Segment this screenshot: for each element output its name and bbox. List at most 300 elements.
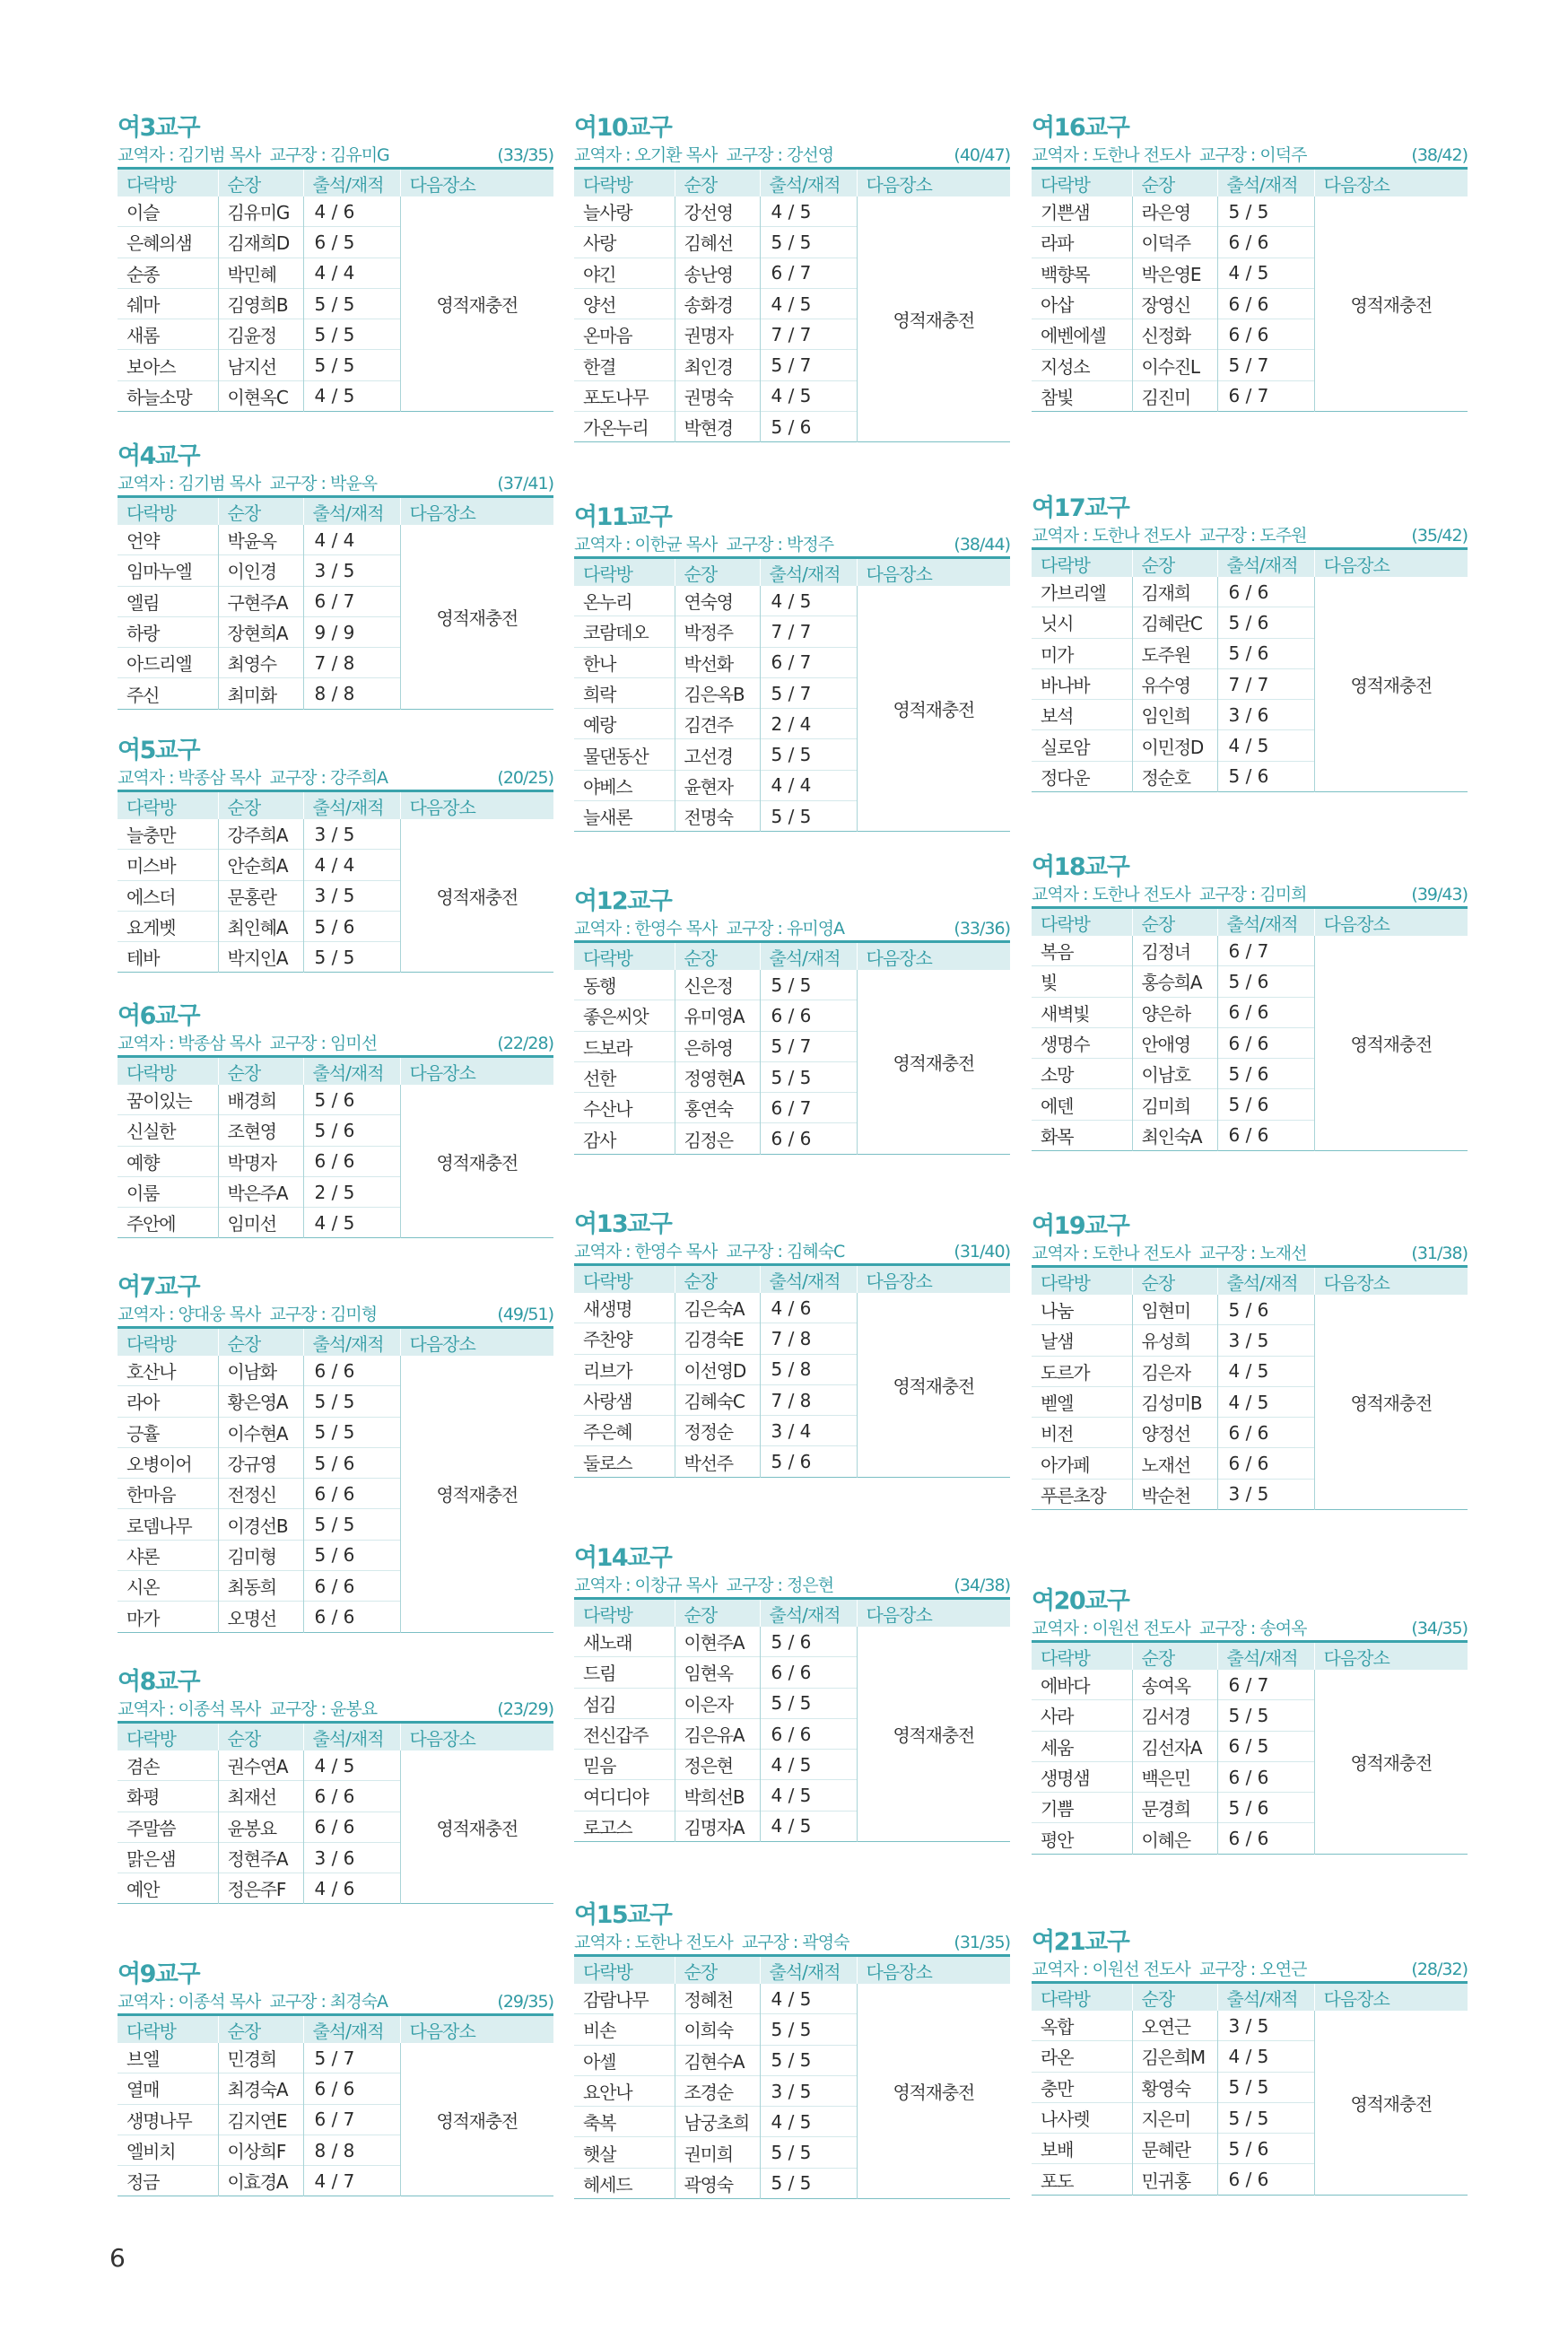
leader-name: 안애영 xyxy=(1132,1027,1217,1058)
spacer xyxy=(1190,1244,1199,1263)
attendance-value: 6 / 6 xyxy=(303,2073,400,2104)
minister-label: 교역자 : 김기범 목사 xyxy=(118,145,261,165)
attendance-value: 6 / 7 xyxy=(760,647,857,677)
table-row xyxy=(574,1984,1010,2014)
cell-name: 코람데오 xyxy=(574,616,675,647)
next-place: 영적재충전 xyxy=(400,525,553,709)
leader-name: 김미형 xyxy=(218,1540,303,1570)
spacer xyxy=(717,535,726,554)
header-place: 다음장소 xyxy=(857,1265,1010,1294)
leader-name: 박순천 xyxy=(1132,1479,1217,1509)
attendance-value: 5 / 6 xyxy=(303,1540,400,1570)
district-staff xyxy=(1032,1617,1468,1640)
attendance-ratio: (35/42) xyxy=(1411,526,1468,546)
attendance-value: 4 / 5 xyxy=(760,196,857,227)
cell-name: 아드리엘 xyxy=(118,648,218,678)
cell-name: 에스더 xyxy=(118,880,218,911)
table-row xyxy=(118,196,553,227)
attendance-ratio: (49/51) xyxy=(497,1305,553,1324)
district-title: 여17교구 xyxy=(1032,494,1129,522)
header-place: 다음장소 xyxy=(1314,1983,1468,2012)
table-header-row xyxy=(574,1265,1010,1294)
header-cell: 다락방 xyxy=(118,497,218,526)
cell-name: 충만 xyxy=(1032,2072,1132,2102)
attendance-value: 7 / 8 xyxy=(760,1323,857,1354)
attendance-value: 5 / 5 xyxy=(1217,196,1314,227)
district-staff xyxy=(118,472,553,495)
spacer xyxy=(1190,145,1199,165)
leader-name: 김영희B xyxy=(218,288,303,319)
attendance-value: 4 / 5 xyxy=(1217,1356,1314,1386)
table-header-row xyxy=(118,1723,553,1751)
leader-name: 김현수A xyxy=(675,2045,760,2075)
leader-name: 이은자 xyxy=(675,1688,760,1718)
leader-name: 이현주A xyxy=(675,1627,760,1657)
header-attendance: 출석/재적 xyxy=(760,169,857,197)
spacer xyxy=(733,1933,742,1952)
cell-table xyxy=(1032,167,1468,412)
header-leader: 순장 xyxy=(218,2015,303,2044)
attendance-value: 6 / 7 xyxy=(303,586,400,616)
cell-name: 빛 xyxy=(1032,966,1132,997)
table-row xyxy=(1032,1295,1468,1325)
chief-label: 교구장 : 최경숙A xyxy=(269,1992,388,2012)
cell-name: 정다운 xyxy=(1032,761,1132,791)
cell-name: 좋은씨앗 xyxy=(574,1000,675,1031)
district-block xyxy=(1032,1588,1468,1855)
header-attendance: 출석/재적 xyxy=(760,1956,857,1985)
attendance-value: 5 / 6 xyxy=(303,1085,400,1115)
leader-name: 권미희 xyxy=(675,2137,760,2168)
cell-name: 화평 xyxy=(118,1781,218,1812)
leader-name: 김진미 xyxy=(1132,380,1217,411)
district-block xyxy=(574,1902,1010,2199)
leader-name: 송여옥 xyxy=(1132,1670,1217,1700)
attendance-ratio: (33/35) xyxy=(497,145,553,165)
leader-name: 송난영 xyxy=(675,258,760,288)
attendance-value: 5 / 6 xyxy=(1217,607,1314,638)
attendance-ratio: (33/36) xyxy=(954,919,1010,939)
table-header-row xyxy=(118,2015,553,2044)
cell-name: 쉐마 xyxy=(118,288,218,319)
next-place: 영적재충전 xyxy=(857,196,1010,442)
table-header-row xyxy=(118,1057,553,1086)
leader-name: 최동희 xyxy=(218,1571,303,1602)
attendance-value: 4 / 5 xyxy=(1217,2041,1314,2072)
header-cell: 다락방 xyxy=(118,1328,218,1357)
minister-label: 교역자 : 이창규 목사 xyxy=(574,1576,718,1595)
leader-name: 정영현A xyxy=(675,1061,760,1092)
cell-name: 꿈이있는 xyxy=(126,1090,192,1113)
next-place: 영적재충전 xyxy=(857,970,1010,1154)
chief-label: 교구장 : 송여옥 xyxy=(1198,1619,1307,1638)
district-title: 여21교구 xyxy=(1032,1928,1129,1956)
attendance-value: 5 / 7 xyxy=(760,677,857,708)
leader-name: 이현옥C xyxy=(218,380,303,411)
attendance-value: 6 / 6 xyxy=(1217,1761,1314,1792)
attendance-ratio: (38/44) xyxy=(954,535,1010,554)
cell-name: 화목 xyxy=(1032,1120,1132,1150)
leader-name: 박명자 xyxy=(218,1146,303,1176)
attendance-value: 9 / 9 xyxy=(303,616,400,647)
cell-name: 선한 xyxy=(574,1061,675,1092)
attendance-value: 8 / 8 xyxy=(303,2135,400,2165)
minister-label: 교역자 : 도한나 전도사 xyxy=(1032,526,1190,546)
attendance-value: 4 / 5 xyxy=(303,1208,400,1238)
cell-name: 닛시 xyxy=(1032,607,1132,638)
header-place: 다음장소 xyxy=(400,1328,553,1357)
leader-name: 홍연숙 xyxy=(675,1093,760,1123)
cell-table xyxy=(1032,1265,1468,1510)
leader-name: 최영수 xyxy=(218,648,303,678)
cell-name: 드보라 xyxy=(574,1031,675,1061)
attendance-value: 6 / 7 xyxy=(303,2104,400,2135)
attendance-value: 3 / 5 xyxy=(760,2075,857,2106)
cell-name: 주신 xyxy=(118,678,218,709)
header-attendance: 출석/재적 xyxy=(303,2015,400,2044)
district-staff xyxy=(1032,1958,1468,1981)
attendance-value: 5 / 6 xyxy=(303,1115,400,1146)
attendance-value: 7 / 8 xyxy=(760,1384,857,1415)
attendance-value: 4 / 5 xyxy=(760,1750,857,1780)
cell-name: 한결 xyxy=(574,350,675,380)
leader-name: 강규영 xyxy=(218,1447,303,1478)
cell-name: 생명샘 xyxy=(1032,1761,1132,1792)
district-title: 여6교구 xyxy=(118,1002,200,1030)
header-place: 다음장소 xyxy=(400,2015,553,2044)
leader-name: 이수진L xyxy=(1132,350,1217,380)
cell-name: 늘사랑 xyxy=(583,202,632,224)
minister-label: 교역자 : 도한나 전도사 xyxy=(574,1933,733,1952)
cell-name: 주말씀 xyxy=(118,1812,218,1842)
district-title: 여4교구 xyxy=(118,442,200,470)
next-place: 영적재충전 xyxy=(1314,936,1468,1151)
next-place: 영적재충전 xyxy=(857,1984,1010,2199)
district-block xyxy=(118,1003,553,1238)
header-place: 다음장소 xyxy=(1314,549,1468,578)
district-title: 여15교구 xyxy=(574,1901,672,1929)
attendance-value: 4 / 7 xyxy=(303,2166,400,2196)
leader-name: 민경희 xyxy=(218,2043,303,2073)
cell-name: 세움 xyxy=(1032,1731,1132,1761)
leader-name: 최인숙A xyxy=(1132,1120,1217,1150)
header-place: 다음장소 xyxy=(857,169,1010,197)
minister-label: 교역자 : 이한균 목사 xyxy=(574,535,718,554)
attendance-value: 6 / 6 xyxy=(1217,319,1314,350)
attendance-value: 8 / 8 xyxy=(303,678,400,709)
district-block xyxy=(1032,115,1468,412)
cell-name: 늘새론 xyxy=(574,801,675,832)
attendance-value: 5 / 5 xyxy=(303,1509,400,1540)
cell-name: 정금 xyxy=(118,2166,218,2196)
attendance-value: 4 / 4 xyxy=(760,770,857,800)
spacer xyxy=(260,1305,269,1324)
cell-table xyxy=(1032,1981,1468,2196)
header-place: 다음장소 xyxy=(1314,1642,1468,1671)
district-title: 여8교구 xyxy=(118,1668,200,1696)
cell-name: 새생명 xyxy=(583,1298,632,1321)
attendance-value: 5 / 7 xyxy=(303,2043,400,2073)
header-place: 다음장소 xyxy=(857,1599,1010,1628)
leader-name: 김지연E xyxy=(218,2104,303,2135)
cell-name: 미스바 xyxy=(118,850,218,880)
leader-name: 백은민 xyxy=(1132,1761,1217,1792)
district-staff xyxy=(118,1303,553,1326)
cell-table xyxy=(574,167,1010,442)
cell-name: 생명나무 xyxy=(118,2104,218,2135)
leader-name: 권명자 xyxy=(675,319,760,350)
cell-name: 평안 xyxy=(1032,1823,1132,1854)
cell-name: 테바 xyxy=(118,942,218,973)
header-place: 다음장소 xyxy=(1314,1267,1468,1296)
header-cell: 다락방 xyxy=(118,1057,218,1086)
table-header-row xyxy=(1032,1267,1468,1296)
table-header-row xyxy=(1032,908,1468,937)
leader-name: 박윤옥 xyxy=(218,525,303,555)
header-place: 다음장소 xyxy=(1314,169,1468,197)
cell-name: 예랑 xyxy=(574,709,675,739)
header-place: 다음장소 xyxy=(857,942,1010,971)
table-header-row xyxy=(574,942,1010,971)
attendance-value: 6 / 6 xyxy=(1217,1027,1314,1058)
attendance-value: 6 / 6 xyxy=(1217,288,1314,319)
table-row xyxy=(1032,196,1468,227)
attendance-ratio: (38/42) xyxy=(1411,145,1468,165)
header-cell: 다락방 xyxy=(574,1956,675,1985)
attendance-value: 6 / 6 xyxy=(1217,1418,1314,1448)
attendance-value: 6 / 7 xyxy=(760,258,857,288)
cell-name: 온누리 xyxy=(583,591,632,614)
table-row xyxy=(118,525,553,555)
district-block xyxy=(1032,1929,1468,2196)
leader-name: 황영숙 xyxy=(1132,2072,1217,2102)
district-block xyxy=(574,115,1010,442)
cell-name: 신실한 xyxy=(118,1115,218,1146)
table-header-row xyxy=(118,169,553,197)
next-place: 영적재충전 xyxy=(1314,577,1468,792)
leader-name: 이혜은 xyxy=(1132,1823,1217,1854)
cell-name: 에벤에셀 xyxy=(1032,319,1132,350)
header-leader: 순장 xyxy=(675,558,760,587)
cell-name: 새롬 xyxy=(118,319,218,350)
chief-label: 교구장 : 박정주 xyxy=(726,535,834,554)
attendance-value: 4 / 5 xyxy=(760,586,857,616)
table-row xyxy=(574,196,1010,227)
district-staff xyxy=(118,144,553,167)
cell-name: 양선 xyxy=(574,288,675,319)
header-attendance: 출석/재적 xyxy=(303,169,400,197)
leader-name: 김재희 xyxy=(1132,577,1217,607)
cell-name: 아삽 xyxy=(1032,288,1132,319)
header-leader: 순장 xyxy=(218,169,303,197)
chief-label: 교구장 : 유미영A xyxy=(726,919,845,939)
cell-name: 포도나무 xyxy=(574,380,675,411)
cell-table xyxy=(574,1597,1010,1842)
cell-name: 보아스 xyxy=(118,350,218,380)
leader-name: 김미희 xyxy=(1132,1089,1217,1120)
leader-name: 김선자A xyxy=(1132,1731,1217,1761)
leader-name: 김혜선 xyxy=(675,227,760,258)
cell-name: 나눔 xyxy=(1041,1300,1074,1323)
leader-name: 장영신 xyxy=(1132,288,1217,319)
table-row xyxy=(574,970,1010,1000)
attendance-value: 4 / 5 xyxy=(303,1750,400,1781)
cell-name: 감사 xyxy=(574,1123,675,1154)
attendance-value: 6 / 7 xyxy=(1217,1670,1314,1700)
leader-name: 이상희F xyxy=(218,2135,303,2165)
attendance-value: 6 / 6 xyxy=(1217,997,1314,1027)
minister-label: 교역자 : 양대웅 목사 xyxy=(118,1305,261,1324)
attendance-value: 2 / 4 xyxy=(760,709,857,739)
leader-name: 김견주 xyxy=(675,709,760,739)
cell-name: 드림 xyxy=(574,1657,675,1688)
leader-name: 남지선 xyxy=(218,350,303,380)
district-staff xyxy=(118,1032,553,1055)
cell-name: 가브리엘 xyxy=(1041,582,1106,605)
attendance-value: 4 / 5 xyxy=(1217,1386,1314,1417)
attendance-value: 5 / 6 xyxy=(303,1447,400,1478)
leader-name: 권명숙 xyxy=(675,380,760,411)
header-attendance: 출석/재적 xyxy=(303,791,400,820)
attendance-value: 5 / 5 xyxy=(1217,1700,1314,1731)
attendance-value: 5 / 5 xyxy=(760,1061,857,1092)
header-attendance: 출석/재적 xyxy=(1217,1642,1314,1671)
cell-name: 오병이어 xyxy=(118,1447,218,1478)
header-leader: 순장 xyxy=(218,791,303,820)
cell-name: 도르가 xyxy=(1032,1356,1132,1386)
cell-name: 나사렛 xyxy=(1032,2102,1132,2133)
cell-name: 맑은샘 xyxy=(118,1842,218,1873)
cell-table xyxy=(1032,547,1468,792)
header-place: 다음장소 xyxy=(400,497,553,526)
cell-name: 희락 xyxy=(574,677,675,708)
leader-name: 지은미 xyxy=(1132,2102,1217,2133)
leader-name: 김은유A xyxy=(675,1718,760,1749)
cell-name: 한나 xyxy=(574,647,675,677)
cell-name: 비전 xyxy=(1032,1418,1132,1448)
cell-name: 수산나 xyxy=(574,1093,675,1123)
minister-label: 교역자 : 이종석 목사 xyxy=(118,1699,261,1719)
cell-name: 엘비치 xyxy=(118,2135,218,2165)
leader-name: 김정은 xyxy=(675,1123,760,1154)
chief-label: 교구장 : 박윤옥 xyxy=(269,474,378,493)
leader-name: 라은영 xyxy=(1132,196,1217,227)
cell-name: 기쁜샘 xyxy=(1041,202,1090,224)
cell-name: 생명수 xyxy=(1032,1027,1132,1058)
attendance-ratio: (34/35) xyxy=(1411,1619,1468,1638)
cell-name: 햇살 xyxy=(574,2137,675,2168)
cell-name: 아가페 xyxy=(1032,1448,1132,1479)
minister-label: 교역자 : 이원선 전도사 xyxy=(1032,1619,1190,1638)
header-place: 다음장소 xyxy=(400,1057,553,1086)
cell-name: 로뎀나무 xyxy=(118,1509,218,1540)
attendance-value: 6 / 5 xyxy=(303,227,400,258)
header-leader: 순장 xyxy=(675,169,760,197)
leader-name: 김혜숙C xyxy=(675,1384,760,1415)
header-cell: 다락방 xyxy=(1032,169,1132,197)
cell-name: 지성소 xyxy=(1032,350,1132,380)
leader-name: 이효경A xyxy=(218,2166,303,2196)
header-attendance: 출석/재적 xyxy=(760,942,857,971)
leader-name: 박희선B xyxy=(675,1780,760,1811)
attendance-ratio: (22/28) xyxy=(497,1034,553,1053)
attendance-value: 6 / 6 xyxy=(1217,2164,1314,2195)
leader-name: 김은희M xyxy=(1132,2041,1217,2072)
cell-table xyxy=(574,556,1010,832)
leader-name: 곽영숙 xyxy=(675,2168,760,2198)
attendance-value: 6 / 6 xyxy=(1217,1448,1314,1479)
district-title: 여5교구 xyxy=(118,737,200,764)
attendance-value: 6 / 7 xyxy=(1217,380,1314,411)
district-staff xyxy=(118,766,553,790)
attendance-value: 5 / 6 xyxy=(1217,1059,1314,1089)
attendance-value: 4 / 5 xyxy=(760,2107,857,2137)
table-header-row xyxy=(118,791,553,820)
cell-name: 포도 xyxy=(1032,2164,1132,2195)
attendance-value: 5 / 6 xyxy=(1217,761,1314,791)
spacer xyxy=(717,145,726,165)
attendance-ratio: (37/41) xyxy=(497,474,553,493)
attendance-value: 4 / 5 xyxy=(760,380,857,411)
header-place: 다음장소 xyxy=(400,1723,553,1751)
leader-name: 정혜천 xyxy=(675,1984,760,2014)
district-block xyxy=(574,1211,1010,1478)
cell-name: 미가 xyxy=(1032,638,1132,668)
leader-name: 정현주A xyxy=(218,1842,303,1873)
spacer xyxy=(260,768,269,788)
leader-name: 김성미B xyxy=(1132,1386,1217,1417)
leader-name: 신정화 xyxy=(1132,319,1217,350)
attendance-value: 7 / 7 xyxy=(760,616,857,647)
spacer xyxy=(260,145,269,165)
leader-name: 정은주F xyxy=(218,1873,303,1904)
leader-name: 연숙영 xyxy=(675,586,760,616)
header-cell: 다락방 xyxy=(118,1723,218,1751)
leader-name: 황은영A xyxy=(218,1386,303,1417)
leader-name: 김정녀 xyxy=(1132,936,1217,966)
header-leader: 순장 xyxy=(1132,1983,1217,2012)
cell-name: 라아 xyxy=(118,1386,218,1417)
cell-table xyxy=(574,1954,1010,2199)
cell-name: 주은혜 xyxy=(574,1416,675,1446)
attendance-value: 6 / 6 xyxy=(1217,1120,1314,1150)
attendance-value: 5 / 6 xyxy=(1217,2134,1314,2164)
leader-name: 김혜란C xyxy=(1132,607,1217,638)
attendance-value: 4 / 4 xyxy=(303,850,400,880)
attendance-value: 6 / 6 xyxy=(760,1000,857,1031)
cell-name: 늘충만 xyxy=(126,825,176,847)
chief-label: 교구장 : 임미선 xyxy=(269,1034,378,1053)
leader-name: 신은정 xyxy=(675,970,760,1000)
attendance-value: 4 / 5 xyxy=(1217,258,1314,288)
header-leader: 순장 xyxy=(675,942,760,971)
header-cell: 다락방 xyxy=(118,169,218,197)
district-title: 여7교구 xyxy=(118,1273,200,1301)
cell-name: 라파 xyxy=(1032,227,1132,258)
header-attendance: 출석/재적 xyxy=(1217,1267,1314,1296)
district-title: 여9교구 xyxy=(118,1960,200,1988)
cell-name: 섬김 xyxy=(574,1688,675,1718)
attendance-value: 6 / 7 xyxy=(1217,936,1314,966)
cell-name: 백향목 xyxy=(1032,258,1132,288)
leader-name: 이민정D xyxy=(1132,730,1217,761)
leader-name: 박정주 xyxy=(675,616,760,647)
leader-name: 노재선 xyxy=(1132,1448,1217,1479)
leader-name: 박은주A xyxy=(218,1176,303,1207)
chief-label: 교구장 : 김미희 xyxy=(1198,885,1307,904)
attendance-value: 4 / 4 xyxy=(303,258,400,288)
leader-name: 남궁초희 xyxy=(675,2107,760,2137)
